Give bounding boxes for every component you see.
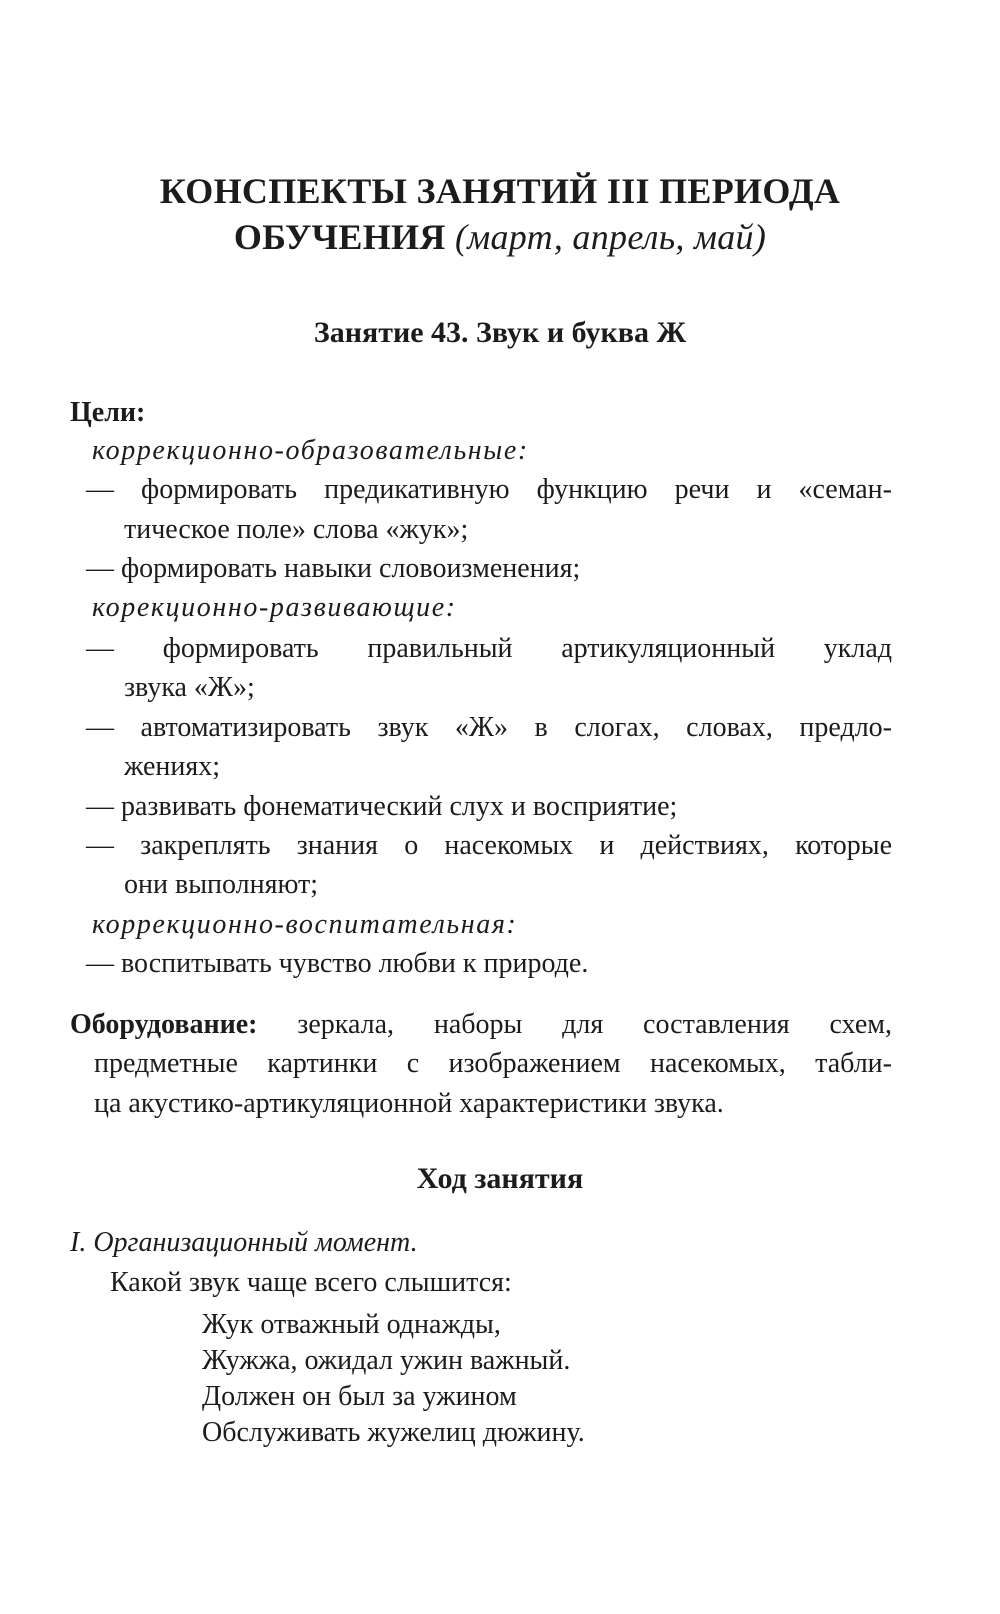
goals-group-developing: корекционно-развивающие: <box>92 592 457 623</box>
goal-item-4-line1: — автоматизировать звук «Ж» в слогах, словах, предло- <box>86 712 892 743</box>
equipment-text-1: зеркала, наборы для составления схем, <box>297 1009 892 1040</box>
goal-item-4-line2: жениях; <box>124 751 221 782</box>
equipment-line3: ца акустико-артикуляционной характеристики звука. <box>94 1088 724 1119</box>
chapter-title-months: (март, апрель, май) <box>454 217 767 257</box>
goals-group-upbringing: коррекционно-воспитательная: <box>92 909 518 940</box>
chapter-title-bold: ОБУЧЕНИЯ <box>233 217 446 257</box>
goal-item-3-line2: звука «Ж»; <box>124 672 255 703</box>
poem-line-3: Должен он был за ужином <box>202 1381 517 1412</box>
question-line: Какой звук чаще всего слышится: <box>110 1267 512 1298</box>
goals-label: Цели: <box>70 397 146 428</box>
poem-line-1: Жук отважный однажды, <box>202 1309 501 1340</box>
poem-line-2: Жужжа, ожидал ужин важный. <box>202 1345 571 1376</box>
equipment-line2: предметные картинки с изображением насекомых, табли- <box>94 1048 892 1079</box>
goal-item-1-line1: — формировать предикативную функцию речи и «семан- <box>86 474 892 505</box>
equipment-line1 <box>70 1008 892 1042</box>
lesson-title: Занятие 43. Звук и буква Ж <box>313 316 687 349</box>
goals-group-educational: коррекционно-образовательные: <box>92 435 529 466</box>
goal-item-2: — формировать навыки словоизменения; <box>86 553 581 584</box>
goal-item-6-line2: они выполняют; <box>124 869 319 900</box>
goal-item-1-line2: тическое поле» слова «жук»; <box>124 514 469 545</box>
course-heading: Ход занятия <box>416 1162 584 1195</box>
goal-item-6-line1: — закреплять знания о насекомых и действиях, которые <box>86 830 892 861</box>
step-organizational: I. Организационный момент. <box>70 1227 418 1258</box>
poem-line-4: Обслуживать жужелиц дюжину. <box>202 1417 585 1448</box>
chapter-title-line1: КОНСПЕКТЫ ЗАНЯТИЙ III ПЕРИОДА <box>159 171 841 211</box>
goal-item-7: — воспитывать чувство любви к природе. <box>86 948 589 979</box>
goal-item-5: — развивать фонематический слух и восприятие; <box>86 791 678 822</box>
chapter-title-line2 <box>0 216 1000 259</box>
equipment-label: Оборудование: <box>70 1009 258 1040</box>
goal-item-3-line1: — формировать правильный артикуляционный уклад <box>86 633 892 664</box>
